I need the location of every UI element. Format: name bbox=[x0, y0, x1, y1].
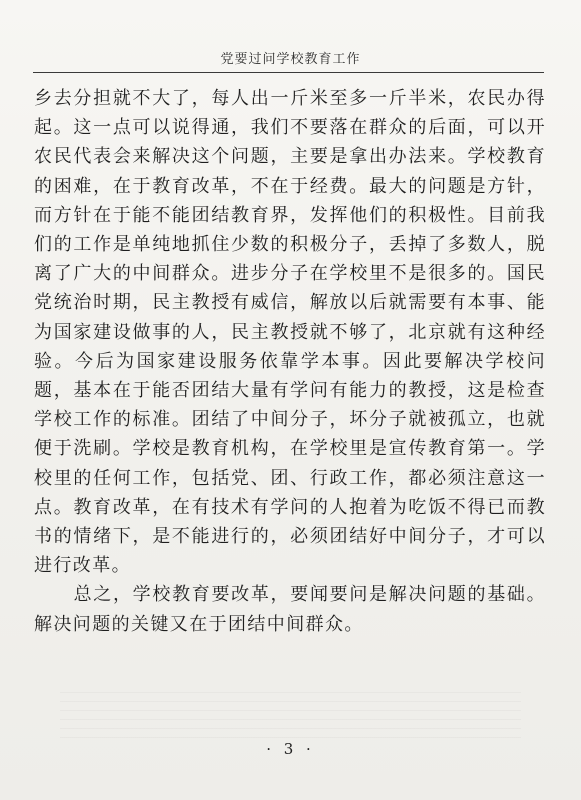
body-text bbox=[34, 84, 546, 639]
running-header: 党要过问学校教育工作 bbox=[220, 52, 361, 67]
body-paragraph-continued: 乡去分担就不大了，每人出一斤米至多一斤半米，农民办得起。这一点可以说得通，我们不要落在群众的后面，可以开农民代表会来解决这个问题，主要是拿出办法来。学校教育的困难，在于教育改革，不在于经费。最大的问题是方针，而方针在于能不能团结教育界，发挥他们的积极性。目前我们的工作是单纯地抓住少数的积极分子，丢掉了多数人，脱离了广大的中间群众。进步分子在学校里不是很多的。国民党统治时期，民主教授有威信，解放以后就需要有本事、能为国家建设做事的人，民主教授就不够了，北京就有这种经验。今后为国家建设服务依靠学本事。因此要解决学校问题，基本在于能否团结大量有学问有能力的教授，这是检查学校工作的标准。团结了中间分子，坏分子就被孤立，也就便于洗刷。学校是教育机构，在学校里是宣传教育第一。学校里的任何工作，包括党、团、行政工作，都必须注意这一点。教育改革，在有技术有学问的人抱着为吃饭不得已而教书的情绪下，是不能进行的，必须团结好中间分子，才可以进行改革。 bbox=[34, 88, 546, 577]
header-rule bbox=[33, 72, 544, 73]
body-paragraph-conclusion: 总之，学校教育要改革，要闻要问是解决问题的基础。解决问题的关键又在于团结中间群众。 bbox=[34, 584, 546, 635]
page-number: · 3 · bbox=[266, 740, 315, 758]
show-through-shadow bbox=[60, 690, 521, 738]
